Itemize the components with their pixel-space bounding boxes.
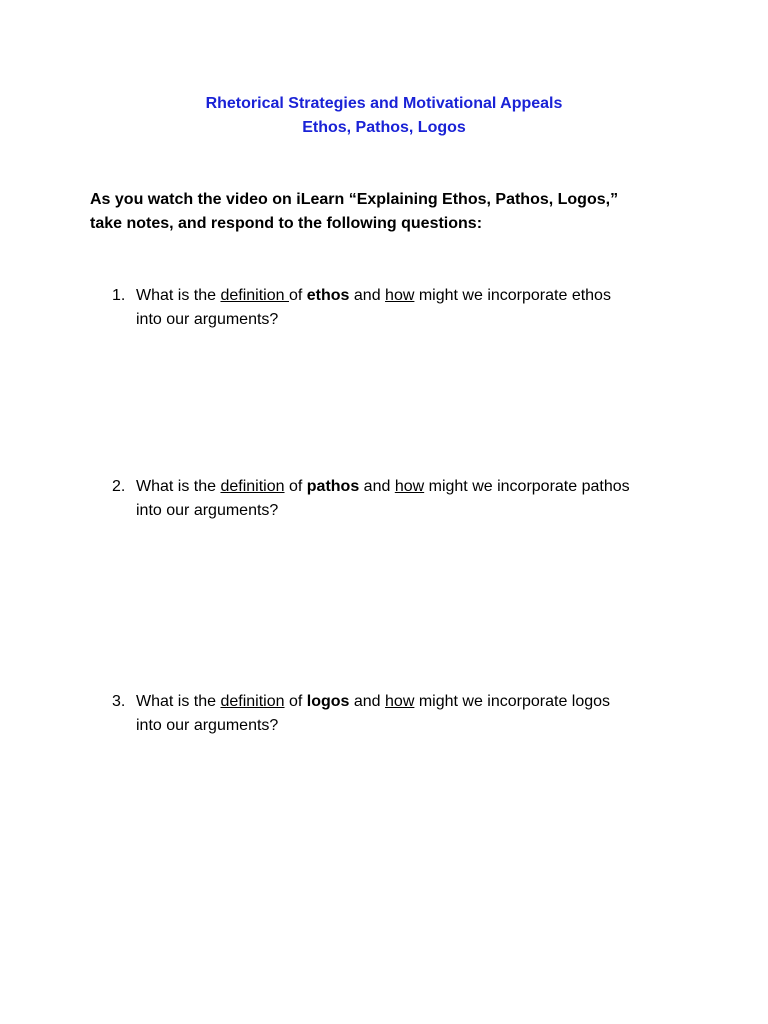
question-prefix: What is the [136, 478, 221, 495]
question-suffix: might we incorporate pathos [424, 478, 630, 495]
document-subtitle: Ethos, Pathos, Logos [302, 119, 466, 136]
instructions-line-1: As you watch the video on iLearn “Explaining Ethos, Pathos, Logos,” [90, 191, 619, 208]
question-connector: of [284, 693, 307, 710]
question-line-2: into our arguments? [136, 717, 279, 734]
question-number: 1. [112, 287, 126, 304]
term-bold: ethos [306, 287, 350, 304]
question-connector: of [288, 287, 307, 304]
question-connector: of [284, 478, 307, 495]
question-connector: and [349, 287, 386, 304]
definition-underlined: definition [220, 478, 285, 495]
instructions-line-2: take notes, and respond to the following questions: [90, 215, 483, 232]
question-line-2: into our arguments? [136, 311, 279, 328]
question-suffix: might we incorporate logos [414, 693, 611, 710]
term-bold: pathos [306, 478, 360, 495]
question-line-1 [136, 284, 692, 308]
question-text [136, 690, 692, 738]
definition-underlined: definition [220, 693, 285, 710]
document-title: Rhetorical Strategies and Motivational Appeals [205, 95, 563, 112]
question-text [136, 475, 692, 523]
question-line-1 [136, 475, 692, 499]
question-number: 3. [112, 693, 126, 710]
question-prefix: What is the [136, 287, 221, 304]
question-connector: and [349, 693, 386, 710]
question-number: 2. [112, 478, 126, 495]
question-connector: and [359, 478, 395, 495]
term-bold: logos [306, 693, 350, 710]
question-line-2: into our arguments? [136, 502, 279, 519]
instructions [90, 188, 690, 236]
question-line-1 [136, 690, 692, 714]
how-underlined: how [394, 478, 425, 495]
definition-underlined: definition [220, 287, 289, 304]
how-underlined: how [385, 693, 415, 710]
question-suffix: might we incorporate ethos [414, 287, 611, 304]
how-underlined: how [385, 287, 415, 304]
question-text [136, 284, 692, 332]
question-prefix: What is the [136, 693, 221, 710]
